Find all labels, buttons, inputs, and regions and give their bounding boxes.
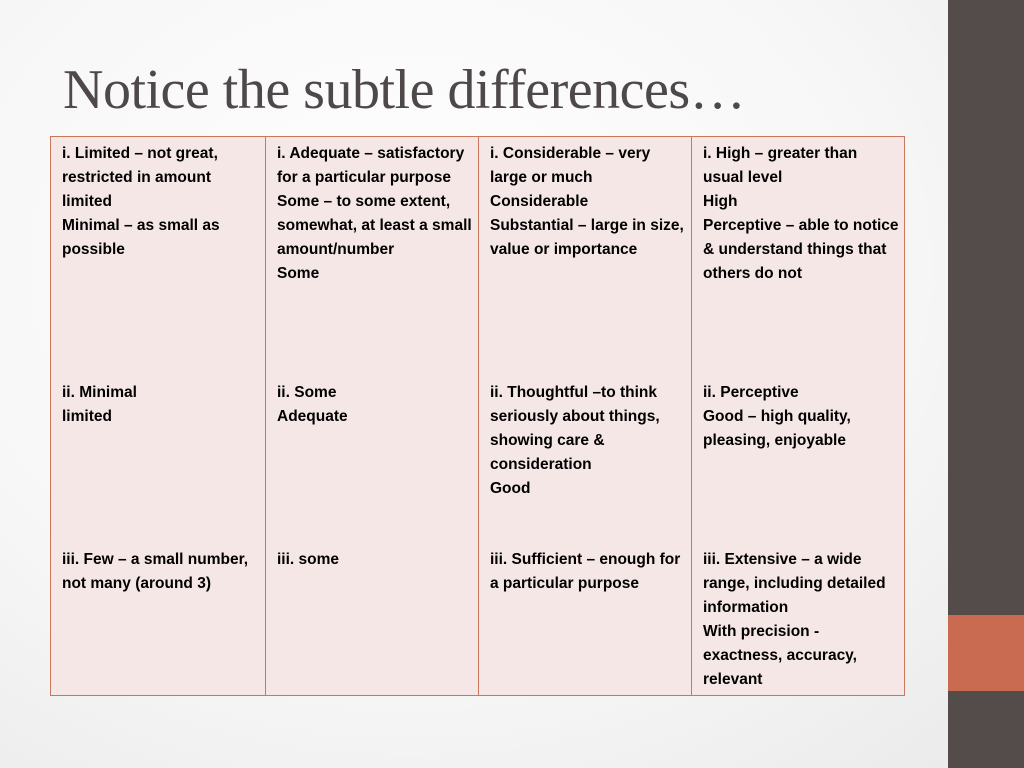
table-cell-col3-i: i. Considerable – very large or much Considerable Substantial – large in size, value or importance: [490, 145, 684, 258]
table-cell-col2-iii: iii. some: [277, 551, 340, 568]
table-cell-col2-i: i. Adequate – satisfactory for a particular purpose Some – to some extent, somewhat, at least a small amount/number Some: [277, 145, 472, 282]
table-column-1: [51, 137, 265, 695]
table-cell-col2-ii: ii. Some Adequate: [277, 384, 348, 425]
table-cell-col4-ii: ii. Perceptive Good – high quality, pleasing, enjoyable: [703, 384, 851, 449]
table-cell-col1-ii: ii. Minimal limited: [62, 384, 137, 425]
table-column-3: [478, 137, 691, 695]
table-column-2: [265, 137, 478, 695]
table-cell-col1-i: i. Limited – not great, restricted in amount limited Minimal – as small as possible: [62, 145, 220, 258]
table-cell-col4-i: i. High – greater than usual level High Perceptive – able to notice & understand things that others do not: [703, 145, 899, 282]
slide-title: Notice the subtle differences…: [63, 59, 746, 121]
table-column-4: [691, 137, 906, 695]
table-cell-col4-iii: iii. Extensive – a wide range, including detailed information With precision - exactness, accuracy, relevant: [703, 551, 886, 688]
table-cell-col1-iii: iii. Few – a small number, not many (around 3): [62, 551, 249, 592]
side-accent-block: [948, 615, 1024, 691]
vocabulary-table: [50, 136, 905, 696]
table-cell-col3-iii: iii. Sufficient – enough for a particular purpose: [490, 551, 681, 592]
table-cell-col3-ii: ii. Thoughtful –to think seriously about things, showing care & consideration Good: [490, 384, 660, 497]
